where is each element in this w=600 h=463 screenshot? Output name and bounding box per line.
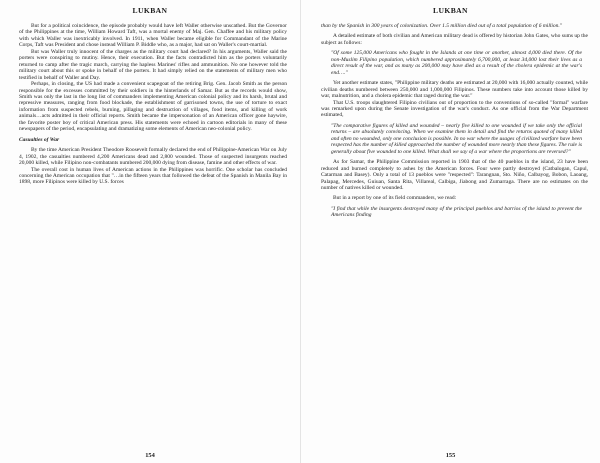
running-head: LUKBAN [132,6,168,15]
paragraph: A detailed estimate of both civilian and American military dead is offered by historian John Gates, who sums up the subject as follows: [321,33,588,46]
page-body [321,23,588,447]
block-quote: "Of some 125,000 Americans who fought in the Islands at one time or another, almost 4,000 died there. Of the non-Muslim Filipino population, which numbered approximately 6,700,000, at least 34,000 lost their lives as a direct result of the war, and as many as 200,000 may have died as a result of the cholera epidemic at the war's end…." [331,50,582,76]
page-number: 155 [445,452,456,459]
page-body [19,23,287,447]
paragraph: But was Waller truly innocent of the charges as the military court had declared? In his arguments, Waller said the porters were conspiring to mutiny. Hence, their execution. But the facts contradicted him as the porters voluntarily returned to camp after the tragic march, carrying the hapless Marines' rifles and ammunition. No one however told the military court about this or spoke in behalf of the porters. It had simply relied on the statements of military men who testified in behalf of Waller and Day. [19,48,287,81]
paragraph: than by the Spanish in 300 years of colonization. Over 1.5 million died out of a total population of 6 million." [321,23,563,29]
paragraph: The overall cost in human lives of American actions in the Philippines was horrific. One scholar has concluded concerning the American occupation that "…in the fifteen years that followed the defeat of the Spanish in Manila Bay in 1898, more Filipinos were killed by U.S. forces [19,166,287,186]
paragraph: But in a report by one of its field commanders, we read: [333,195,457,202]
running-head: LUKBAN [433,6,468,15]
block-quote: "I find that while the insurgents destroyed many of the principal pueblos and barrios of the island to prevent the Americans finding [331,205,582,219]
right-page [300,0,600,463]
paragraph: But for a political coincidence, the episode probably would have left Waller otherwise unscathed. But the Governor of the Philippines at the time, William Howard Taft, was a mortal enemy of Maj. Gen. Chaffee and his military policy with which Waller was inextricably involved. In 1911, when Waller became eligible for Commandant of the Marine Corps, Taft was President and chose instead William P. Biddle who, as a major, had sat on Waller's court-martial. [19,23,287,49]
paragraph: By the time American President Theodore Roosevelt formally declared the end of Philippine-American War on July 4, 1902, the casualties numbered 4,200 Americans dead and 2,800 wounded. Those of suspected insurgents reached 20,000 killed, while Filipino non-combatants numbered 200,000 dying from disease, famine and other effects of war. [19,147,287,167]
paragraph: That U.S. troops slaughtered Filipino civilians out of proportion to the conventions of so-called "formal" warfare was remarked upon during the Senate investigation of the war's conduct. As one official from the War Department estimated, [321,99,588,119]
page-number: 154 [145,452,155,459]
paragraph: Yet another estimate states, "Philippine military deaths are estimated at 20,000 with 16,000 actually counted, while civilian deaths numbered between 250,000 and 1,000,000 Filipinos. These numbers take into account those killed by war, malnutrition, and a cholera epidemic that raged during the war." [321,80,588,100]
paragraph: As for Samar, the Philippine Commission reported in 1903 that of the 40 pueblos in the island, 23 have been reduced and burned completely to ashes by the American forces. Four were partly destroyed (Catbalogan, Capul, Catarman and Basey). Only a total of 13 pueblos were "respected": Tarangnan, Sto. Niño, Calbayog, Bobon, Laoang, Palapag, Mercedes, Guiuan, Santa Rita, Villareal, Calbiga, Jiabong and Zumarraga. There are no estimates on the number of natives killed or wounded. [321,159,588,191]
block-quote: "The comparative figures of killed and wounded – nearly five killed to one wounded if we take only the official returns – are absolutely convincing. When we examine them in detail and find the returns quoted of many killed and often no wounded, only one conclusion is possible. In no war where the usages of civilized warfare have been respected has the number of killed approached the number of wounded more nearly than these figures. The rule is generally about five wounded to one killed. What shall we say of a war where the proportions are reversed?" [331,122,582,155]
paragraph: Perhaps, in closing, the US had made a convenient scapegoat of the retiring Brig. Gen. Jacob Smith as the person responsible for the excesses committed by their soldiers in the hinterlands of Samar. But as the records would show, Smith was only the last in the long list of commanders implementing American colonial policy and its harsh, brutal and repressive measures, ranging from food blockade, the establishment of garrisoned towns, the use of torture to exact information from suspected rebels, burning, pillaging and destruction of villages, food items, and killing of work animals…acts admitted in their official reports. Smith became the impersonation of an American officer gone haywire, the favorite poster boy of critical American press. His statements were echoed in cartoon editorials in many of these newspapers of the period, encapsulating and dramatizing some elements of American neo-colonial policy. [19,81,287,133]
section-heading: Casualties of War [19,136,60,143]
